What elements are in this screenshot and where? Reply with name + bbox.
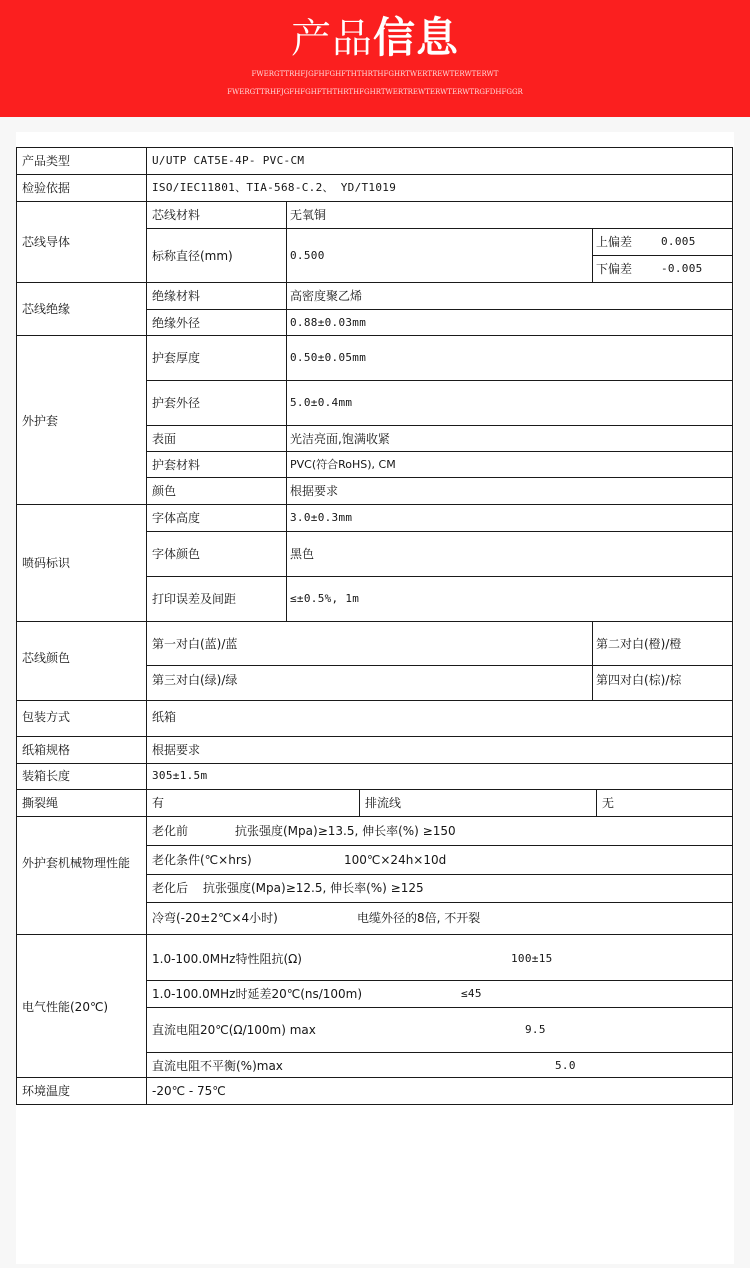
subtitle-line-2: FWERGTTRHFJGFHFGHFTHTHRTHFGHRTWERTREWTERWTERWTRGFDHFGGR [227,88,523,96]
after-aging-value: 抗张强度(Mpa)≥12.5, 伸长率(%) ≥125 [203,881,424,895]
box-spec-label: 纸箱规格 [22,743,71,757]
spec-table-card [16,132,734,1264]
jacket-surface-label: 表面 [152,432,177,446]
title-light: 产品 [290,16,373,62]
standard-label: 检验依据 [22,181,71,195]
resistance-unbalance-label: 直流电阻不平衡(%)max [152,1059,283,1073]
jacket-thickness-value: 0.50±0.05mm [290,351,367,364]
pair-3-color: 第三对白(绿)/绿 [152,673,238,687]
title-bold: 信息 [372,13,459,62]
ripcord-value: 有 [152,796,165,810]
insulation-od-label: 绝缘外径 [152,316,201,330]
impedance-value: 100±15 [511,952,553,965]
aging-condition-value: 100℃×24h×10d [344,853,447,867]
before-aging-label: 老化前 [152,824,189,838]
core-colors-label: 芯线颜色 [22,651,71,665]
spec-table-grid [16,132,734,1112]
packing-label: 包装方式 [22,710,71,724]
jacket-od-label: 护套外径 [152,396,201,410]
delay-skew-label: 1.0-100.0MHz时延差20℃(ns/100m) [152,987,363,1001]
drain-wire-value: 无 [602,796,615,810]
temperature-label: 环境温度 [22,1084,71,1098]
font-height-label: 字体高度 [152,511,201,525]
before-aging-value: 抗张强度(Mpa)≥13.5, 伸长率(%) ≥150 [235,824,456,838]
product-type-value: U/UTP CAT5E-4P- PVC-CM [152,154,305,167]
font-color-value: 黑色 [290,547,315,561]
product-type-label: 产品类型 [22,154,71,168]
packing-value: 纸箱 [152,710,177,724]
insulation-label: 芯线绝缘 [22,302,71,316]
jacket-thickness-label: 护套厚度 [152,351,201,365]
dc-resistance-label: 直流电阻20℃(Ω/100m) max [152,1023,316,1037]
lower-tolerance-label: 下偏差 [596,262,633,276]
header-banner [0,0,750,117]
jacket-surface-value: 光洁亮面,饱满收紧 [290,432,390,446]
delay-skew-value: ≤45 [461,987,482,1000]
temperature-value: -20℃ - 75℃ [152,1084,226,1098]
ripcord-label: 撕裂绳 [22,796,59,810]
box-spec-value: 根据要求 [152,743,201,757]
impedance-label: 1.0-100.0MHz特性阻抗(Ω) [152,952,302,966]
printing-label: 喷码标识 [22,556,71,570]
conductor-diameter-value: 0.500 [290,249,325,262]
print-error-value: ≤±0.5%, 1m [290,592,360,605]
after-aging-label: 老化后 [152,881,189,895]
upper-tolerance-value: 0.005 [661,235,696,248]
jacket-label: 外护套 [22,414,59,428]
insulation-od-value: 0.88±0.03mm [290,316,367,329]
drain-wire-label: 排流线 [365,796,402,810]
print-error-label: 打印误差及间距 [152,592,237,606]
lower-tolerance-value: -0.005 [661,262,703,275]
conductor-diameter-label: 标称直径(mm) [152,249,233,263]
pair-2-color: 第二对白(橙)/橙 [596,637,682,651]
insulation-material-value: 高密度聚乙烯 [290,289,363,303]
font-color-label: 字体颜色 [152,547,201,561]
pair-4-color: 第四对白(棕)/棕 [596,673,682,687]
conductor-label: 芯线导体 [22,235,71,249]
length-label: 装箱长度 [22,769,71,783]
standard-value: ISO/IEC11801、TIA-568-C.2、 YD/T1019 [152,181,397,194]
insulation-material-label: 绝缘材料 [152,289,201,303]
resistance-unbalance-value: 5.0 [555,1059,576,1072]
subtitle-line-1: FWERGTTRHFJGFHFGHFTHTHRTHFGHRTWERTREWTERWTERWT [251,70,499,78]
jacket-color-value: 根据要求 [290,484,339,498]
jacket-color-label: 颜色 [152,484,177,498]
pair-1-color: 第一对白(蓝)/蓝 [152,637,238,651]
font-height-value: 3.0±0.3mm [290,511,353,524]
conductor-material-label: 芯线材料 [152,208,201,222]
mechanical-label: 外护套机械物理性能 [22,856,131,870]
upper-tolerance-label: 上偏差 [596,235,633,249]
jacket-material-value: PVC(符合RoHS), CM [290,458,396,471]
electrical-label: 电气性能(20℃) [22,1000,109,1014]
length-value: 305±1.5m [152,769,208,782]
jacket-material-label: 护套材料 [152,458,201,472]
jacket-od-value: 5.0±0.4mm [290,396,353,409]
dc-resistance-value: 9.5 [525,1023,546,1036]
page-title [0,12,750,65]
cold-bend-value: 电缆外径的8倍, 不开裂 [357,911,481,925]
conductor-material-value: 无氧铜 [290,208,327,222]
aging-condition-label: 老化条件(℃×hrs) [152,853,252,867]
cold-bend-label: 冷弯(-20±2℃×4小时) [152,911,278,925]
